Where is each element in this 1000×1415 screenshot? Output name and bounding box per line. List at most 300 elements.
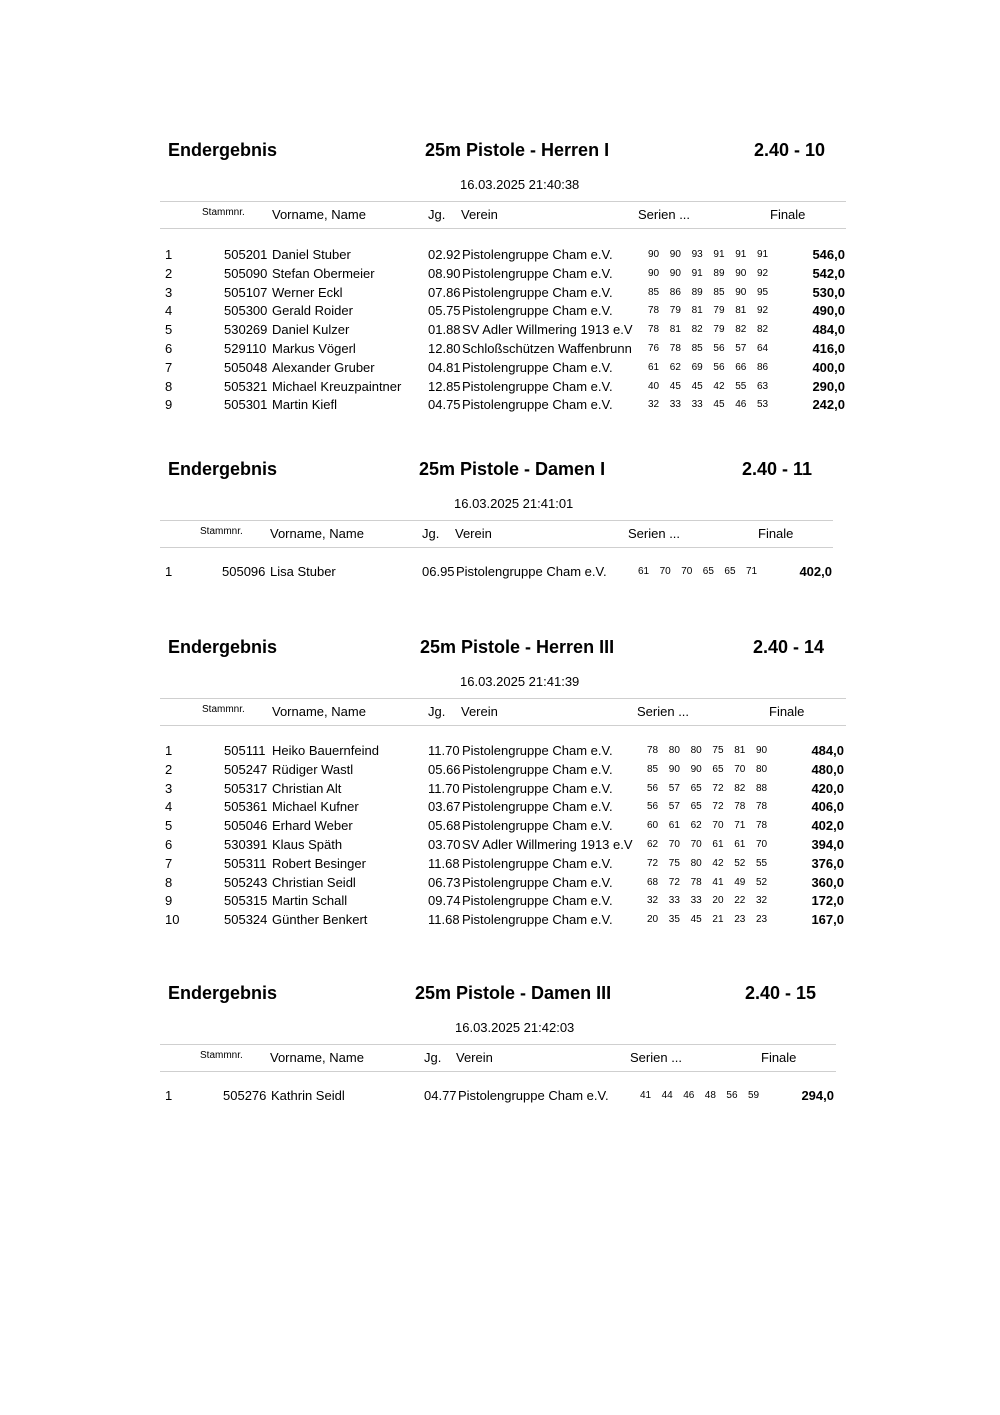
series-score-cell: 60: [647, 820, 659, 832]
series-score-cell: 89: [713, 267, 725, 279]
stammnr-cell: 505201: [224, 247, 268, 262]
table-row: [0, 875, 1000, 894]
series-score-cell: 41: [640, 1090, 652, 1101]
jg-cell: 09.74: [428, 893, 461, 909]
verein-cell: Pistolengruppe Cham e.V.: [462, 780, 613, 796]
section-title-right: 2.40 - 10: [754, 140, 826, 160]
series-score-cell: 49: [734, 876, 746, 888]
stammnr-cell: 505315: [224, 893, 268, 909]
rank-cell: 10: [165, 912, 180, 928]
verein-cell: Pistolengruppe Cham e.V.: [462, 359, 613, 375]
series-score-cell: 56: [647, 801, 659, 813]
series-score-cell: 81: [669, 324, 681, 336]
series-score-cell: 65: [690, 801, 702, 813]
table-row: [0, 247, 1000, 266]
stammnr-cell: 505048: [224, 359, 268, 375]
rank-cell: 3: [165, 284, 173, 300]
final-score-cell: 400,0: [812, 359, 845, 375]
jg-cell: 11.70: [428, 780, 460, 796]
series-score-cell: 85: [648, 286, 660, 298]
series-score-cell: 70: [690, 839, 702, 850]
header-rule-bottom: [160, 228, 846, 229]
series-score-cell: 86: [757, 361, 769, 373]
column-header-serien: Serien ...: [628, 526, 681, 541]
series-score-cell: 82: [757, 324, 769, 336]
series-score-cell: 21: [712, 914, 724, 926]
column-header-stammnr: Stammnr.: [200, 526, 243, 537]
final-score-cell: 294,0: [801, 1088, 834, 1103]
stammnr-cell: 505301: [224, 397, 268, 413]
final-score-cell: 490,0: [812, 303, 845, 319]
name-cell: Christian Alt: [272, 780, 342, 796]
series-score-cell: 78: [690, 876, 702, 888]
name-cell: Heiko Bauernfeind: [272, 743, 379, 758]
table-row: [0, 397, 1000, 416]
section-title-right: 2.40 - 14: [753, 637, 825, 657]
header-rule-bottom: [160, 1071, 836, 1072]
series-score-cell: 81: [734, 745, 746, 756]
final-score-cell: 484,0: [812, 322, 845, 338]
verein-cell: Pistolengruppe Cham e.V.: [462, 247, 613, 262]
series-score-cell: 63: [757, 380, 769, 392]
final-score-cell: 394,0: [811, 837, 844, 852]
table-row: [0, 799, 1000, 818]
series-score-cell: 33: [669, 399, 681, 411]
table-row: [0, 781, 1000, 800]
stammnr-cell: 505247: [224, 761, 268, 777]
name-cell: Lisa Stuber: [270, 564, 336, 579]
rank-cell: 3: [165, 780, 173, 796]
series-score-cell: 85: [647, 763, 659, 775]
series-score-cell: 88: [756, 782, 768, 794]
series-score-cell: 46: [683, 1090, 695, 1101]
series-score-cell: 92: [757, 305, 769, 317]
series-score-cell: 78: [648, 324, 660, 336]
series-score-cell: 56: [713, 343, 725, 354]
verein-cell: Pistolengruppe Cham e.V.: [462, 893, 613, 909]
table-row: [0, 360, 1000, 379]
table-row: [0, 743, 1000, 762]
series-score-cell: 80: [668, 745, 680, 756]
table-row: [0, 285, 1000, 304]
name-cell: Günther Benkert: [272, 912, 368, 928]
series-score-cell: 90: [668, 763, 680, 775]
name-cell: Rüdiger Wastl: [272, 761, 354, 777]
rank-cell: 2: [165, 265, 173, 281]
jg-cell: 03.67: [428, 799, 461, 815]
verein-cell: SV Adler Willmering 1913 e.V: [462, 837, 633, 852]
header-rule-bottom: [160, 725, 846, 726]
section-datetime: 16.03.2025 21:42:03: [455, 1020, 575, 1035]
stammnr-cell: 505090: [224, 265, 268, 281]
series-score-cell: 71: [746, 566, 758, 577]
column-header-stammnr: Stammnr.: [202, 207, 245, 218]
jg-cell: 04.75: [428, 397, 461, 413]
final-score-cell: 376,0: [811, 855, 844, 871]
name-cell: Markus Vögerl: [272, 341, 356, 356]
series-score-cell: 52: [756, 876, 768, 888]
table-row: [0, 762, 1000, 781]
series-score-cell: 32: [756, 895, 768, 907]
series-score-cell: 91: [735, 249, 747, 260]
series-score-cell: 81: [735, 305, 747, 317]
series-score-cell: 70: [734, 763, 746, 775]
series-score-cell: 71: [734, 820, 746, 832]
series-score-cell: 79: [713, 305, 725, 317]
column-header-jg: Jg.: [424, 1050, 442, 1065]
jg-cell: 03.70: [428, 837, 461, 852]
series-score-cell: 80: [690, 745, 702, 756]
final-score-cell: 480,0: [811, 761, 844, 777]
series-score-cell: 70: [681, 566, 693, 577]
series-score-cell: 40: [648, 380, 660, 392]
jg-cell: 11.70: [428, 743, 460, 758]
verein-cell: Pistolengruppe Cham e.V.: [458, 1088, 609, 1103]
stammnr-cell: 505276: [223, 1088, 267, 1103]
series-score-cell: 85: [713, 286, 725, 298]
name-cell: Michael Kreuzpaintner: [272, 378, 402, 394]
series-score-cell: 89: [691, 286, 703, 298]
final-score-cell: 546,0: [812, 247, 845, 262]
name-cell: Martin Schall: [272, 893, 348, 909]
verein-cell: Pistolengruppe Cham e.V.: [462, 265, 613, 281]
series-score-cell: 90: [648, 249, 660, 260]
rank-cell: 1: [165, 743, 173, 758]
series-score-cell: 33: [691, 399, 703, 411]
series-score-cell: 91: [713, 249, 725, 260]
final-score-cell: 402,0: [811, 818, 844, 834]
series-score-cell: 35: [668, 914, 680, 926]
series-score-cell: 45: [713, 399, 725, 411]
series-score-cell: 22: [734, 895, 746, 907]
series-score-cell: 64: [757, 343, 769, 354]
series-score-cell: 62: [669, 361, 681, 373]
series-score-cell: 61: [668, 820, 680, 832]
jg-cell: 05.66: [428, 761, 461, 777]
jg-cell: 06.95: [422, 564, 455, 579]
series-score-cell: 75: [712, 745, 724, 756]
series-score-cell: 80: [756, 763, 768, 775]
column-header-stammnr: Stammnr.: [200, 1050, 243, 1061]
verein-cell: Pistolengruppe Cham e.V.: [462, 799, 613, 815]
rank-cell: 8: [165, 874, 173, 890]
series-score-cell: 69: [691, 361, 703, 373]
column-header-name: Vorname, Name: [270, 526, 364, 541]
stammnr-cell: 505324: [224, 912, 268, 928]
series-score-cell: 72: [712, 782, 724, 794]
column-header-serien: Serien ...: [637, 704, 690, 719]
header-rule-top: [160, 1044, 836, 1045]
jg-cell: 04.81: [428, 359, 461, 375]
series-score-cell: 45: [669, 380, 681, 392]
series-score-cell: 61: [712, 839, 724, 850]
jg-cell: 08.90: [428, 265, 461, 281]
section-title-center: 25m Pistole - Herren III: [420, 637, 615, 657]
section-datetime: 16.03.2025 21:40:38: [460, 177, 580, 192]
series-score-cell: 75: [668, 857, 680, 869]
stammnr-cell: 505096: [222, 564, 266, 579]
series-score-cell: 32: [647, 895, 659, 907]
column-header-jg: Jg.: [422, 526, 440, 541]
jg-cell: 07.86: [428, 284, 461, 300]
series-score-cell: 65: [724, 566, 736, 577]
stammnr-cell: 505046: [224, 818, 268, 834]
rank-cell: 4: [165, 799, 173, 815]
rank-cell: 2: [165, 761, 173, 777]
final-score-cell: 290,0: [812, 378, 845, 394]
series-score-cell: 90: [669, 267, 681, 279]
jg-cell: 06.73: [428, 874, 461, 890]
series-score-cell: 23: [734, 914, 746, 926]
jg-cell: 12.80: [428, 341, 461, 356]
stammnr-cell: 505111: [224, 743, 266, 758]
name-cell: Erhard Weber: [272, 818, 353, 834]
table-row: [0, 1088, 1000, 1107]
name-cell: Alexander Gruber: [272, 359, 375, 375]
series-score-cell: 90: [756, 745, 768, 756]
name-cell: Daniel Stuber: [272, 247, 351, 262]
series-score-cell: 53: [757, 399, 769, 411]
section-title-right: 2.40 - 11: [742, 459, 813, 479]
series-score-cell: 57: [668, 782, 680, 794]
series-score-cell: 91: [757, 249, 769, 260]
name-cell: Robert Besinger: [272, 855, 366, 871]
series-score-cell: 55: [735, 380, 747, 392]
stammnr-cell: 505361: [224, 799, 268, 815]
series-score-cell: 82: [735, 324, 747, 336]
header-rule-bottom: [160, 547, 833, 548]
column-header-name: Vorname, Name: [272, 207, 366, 222]
column-header-stammnr: Stammnr.: [202, 704, 245, 715]
series-score-cell: 46: [735, 399, 747, 411]
series-score-cell: 72: [668, 876, 680, 888]
verein-cell: Pistolengruppe Cham e.V.: [462, 855, 613, 871]
column-header-jg: Jg.: [428, 704, 446, 719]
series-score-cell: 59: [748, 1090, 760, 1101]
series-score-cell: 92: [757, 267, 769, 279]
series-score-cell: 33: [690, 895, 702, 907]
final-score-cell: 484,0: [811, 743, 844, 758]
name-cell: Klaus Späth: [272, 837, 343, 852]
series-score-cell: 65: [702, 566, 714, 577]
section-title-left: Endergebnis: [168, 140, 278, 160]
series-score-cell: 42: [713, 380, 725, 392]
rank-cell: 5: [165, 818, 173, 834]
rank-cell: 7: [165, 855, 173, 871]
column-header-finale: Finale: [758, 526, 794, 541]
verein-cell: Pistolengruppe Cham e.V.: [462, 397, 613, 413]
name-cell: Martin Kiefl: [272, 397, 338, 413]
table-row: [0, 379, 1000, 398]
header-rule-top: [160, 201, 846, 202]
section-datetime: 16.03.2025 21:41:39: [460, 674, 580, 689]
stammnr-cell: 505321: [224, 378, 268, 394]
stammnr-cell: 530269: [224, 322, 268, 338]
final-score-cell: 420,0: [811, 780, 844, 796]
series-score-cell: 70: [659, 566, 671, 577]
series-score-cell: 61: [638, 566, 650, 577]
final-score-cell: 242,0: [812, 397, 845, 413]
series-score-cell: 62: [647, 839, 659, 850]
series-score-cell: 79: [713, 324, 725, 336]
name-cell: Daniel Kulzer: [272, 322, 350, 338]
rank-cell: 1: [165, 1088, 173, 1103]
rank-cell: 6: [165, 837, 173, 852]
series-score-cell: 44: [661, 1090, 673, 1101]
section-title-center: 25m Pistole - Herren I: [425, 140, 610, 160]
verein-cell: Pistolengruppe Cham e.V.: [462, 303, 613, 319]
column-header-jg: Jg.: [428, 207, 446, 222]
stammnr-cell: 505311: [224, 855, 267, 871]
final-score-cell: 416,0: [812, 341, 845, 356]
series-score-cell: 68: [647, 876, 659, 888]
verein-cell: Pistolengruppe Cham e.V.: [462, 818, 613, 834]
series-score-cell: 95: [757, 286, 769, 298]
series-score-cell: 42: [712, 857, 724, 869]
series-score-cell: 72: [712, 801, 724, 813]
series-score-cell: 90: [735, 286, 747, 298]
series-score-cell: 65: [690, 782, 702, 794]
table-row: [0, 856, 1000, 875]
jg-cell: 12.85: [428, 378, 461, 394]
series-score-cell: 78: [648, 305, 660, 317]
series-score-cell: 91: [691, 267, 703, 279]
table-row: [0, 322, 1000, 341]
rank-cell: 1: [165, 247, 173, 262]
name-cell: Kathrin Seidl: [271, 1088, 345, 1103]
jg-cell: 05.68: [428, 818, 461, 834]
series-score-cell: 33: [668, 895, 680, 907]
table-row: [0, 912, 1000, 931]
final-score-cell: 406,0: [811, 799, 844, 815]
table-row: [0, 341, 1000, 360]
stammnr-cell: 529110: [224, 341, 267, 356]
jg-cell: 01.88: [428, 322, 461, 338]
column-header-finale: Finale: [761, 1050, 797, 1065]
table-row: [0, 266, 1000, 285]
rank-cell: 9: [165, 397, 173, 413]
series-score-cell: 90: [648, 267, 660, 279]
final-score-cell: 402,0: [799, 564, 832, 579]
series-score-cell: 61: [648, 361, 660, 373]
column-header-finale: Finale: [769, 704, 805, 719]
series-score-cell: 90: [690, 763, 702, 775]
verein-cell: SV Adler Willmering 1913 e.V: [462, 322, 633, 338]
series-score-cell: 52: [734, 857, 746, 869]
series-score-cell: 45: [690, 914, 702, 926]
series-score-cell: 81: [691, 305, 703, 317]
final-score-cell: 360,0: [811, 874, 844, 890]
stammnr-cell: 505107: [224, 284, 268, 300]
table-row: [0, 837, 1000, 856]
series-score-cell: 65: [712, 763, 724, 775]
series-score-cell: 32: [648, 399, 660, 411]
table-row: [0, 818, 1000, 837]
name-cell: Michael Kufner: [272, 799, 359, 815]
series-score-cell: 78: [647, 745, 659, 756]
rank-cell: 8: [165, 378, 173, 394]
final-score-cell: 172,0: [811, 893, 844, 909]
series-score-cell: 79: [669, 305, 681, 317]
verein-cell: Pistolengruppe Cham e.V.: [462, 874, 613, 890]
rank-cell: 7: [165, 359, 173, 375]
column-header-serien: Serien ...: [630, 1050, 683, 1065]
stammnr-cell: 530391: [224, 837, 268, 852]
series-score-cell: 82: [691, 324, 703, 336]
jg-cell: 11.68: [428, 855, 460, 871]
series-score-cell: 56: [647, 782, 659, 794]
final-score-cell: 167,0: [811, 912, 844, 928]
series-score-cell: 76: [648, 343, 660, 354]
verein-cell: Pistolengruppe Cham e.V.: [462, 912, 613, 928]
header-rule-top: [160, 520, 833, 521]
series-score-cell: 57: [668, 801, 680, 813]
section-title-center: 25m Pistole - Damen I: [419, 459, 606, 479]
series-score-cell: 20: [647, 914, 659, 926]
rank-cell: 1: [165, 564, 173, 579]
rank-cell: 6: [165, 341, 173, 356]
series-score-cell: 70: [756, 839, 768, 850]
name-cell: Gerald Roider: [272, 303, 353, 319]
series-score-cell: 20: [712, 895, 724, 907]
series-score-cell: 80: [690, 857, 702, 869]
jg-cell: 04.77: [424, 1088, 457, 1103]
stammnr-cell: 505317: [224, 780, 268, 796]
jg-cell: 02.92: [428, 247, 461, 262]
section-datetime: 16.03.2025 21:41:01: [454, 496, 574, 511]
table-row: [0, 303, 1000, 322]
series-score-cell: 78: [756, 820, 768, 832]
rank-cell: 5: [165, 322, 173, 338]
table-row: [0, 893, 1000, 912]
series-score-cell: 78: [734, 801, 746, 813]
series-score-cell: 82: [734, 782, 746, 794]
header-rule-top: [160, 698, 846, 699]
series-score-cell: 70: [668, 839, 680, 850]
series-score-cell: 55: [756, 857, 768, 869]
column-header-name: Vorname, Name: [270, 1050, 364, 1065]
jg-cell: 11.68: [428, 912, 460, 928]
verein-cell: Pistolengruppe Cham e.V.: [456, 564, 607, 579]
series-score-cell: 45: [691, 380, 703, 392]
series-score-cell: 56: [713, 361, 725, 373]
column-header-name: Vorname, Name: [272, 704, 366, 719]
series-score-cell: 48: [704, 1090, 716, 1101]
series-score-cell: 93: [691, 249, 703, 260]
name-cell: Stefan Obermeier: [272, 265, 375, 281]
jg-cell: 05.75: [428, 303, 461, 319]
series-score-cell: 41: [712, 876, 724, 888]
column-header-serien: Serien ...: [638, 207, 691, 222]
final-score-cell: 542,0: [812, 265, 845, 281]
verein-cell: Pistolengruppe Cham e.V.: [462, 743, 613, 758]
name-cell: Christian Seidl: [272, 874, 356, 890]
verein-cell: Schloßschützen Waffenbrunn: [462, 341, 632, 356]
section-title-center: 25m Pistole - Damen III: [415, 983, 612, 1003]
series-score-cell: 86: [669, 286, 681, 298]
final-score-cell: 530,0: [812, 284, 845, 300]
series-score-cell: 57: [735, 343, 747, 354]
series-score-cell: 85: [691, 343, 703, 354]
stammnr-cell: 505300: [224, 303, 268, 319]
verein-cell: Pistolengruppe Cham e.V.: [462, 761, 613, 777]
series-score-cell: 66: [735, 361, 747, 373]
verein-cell: Pistolengruppe Cham e.V.: [462, 284, 613, 300]
series-score-cell: 62: [690, 820, 702, 832]
series-score-cell: 61: [734, 839, 746, 850]
name-cell: Werner Eckl: [272, 284, 343, 300]
table-row: [0, 564, 1000, 583]
